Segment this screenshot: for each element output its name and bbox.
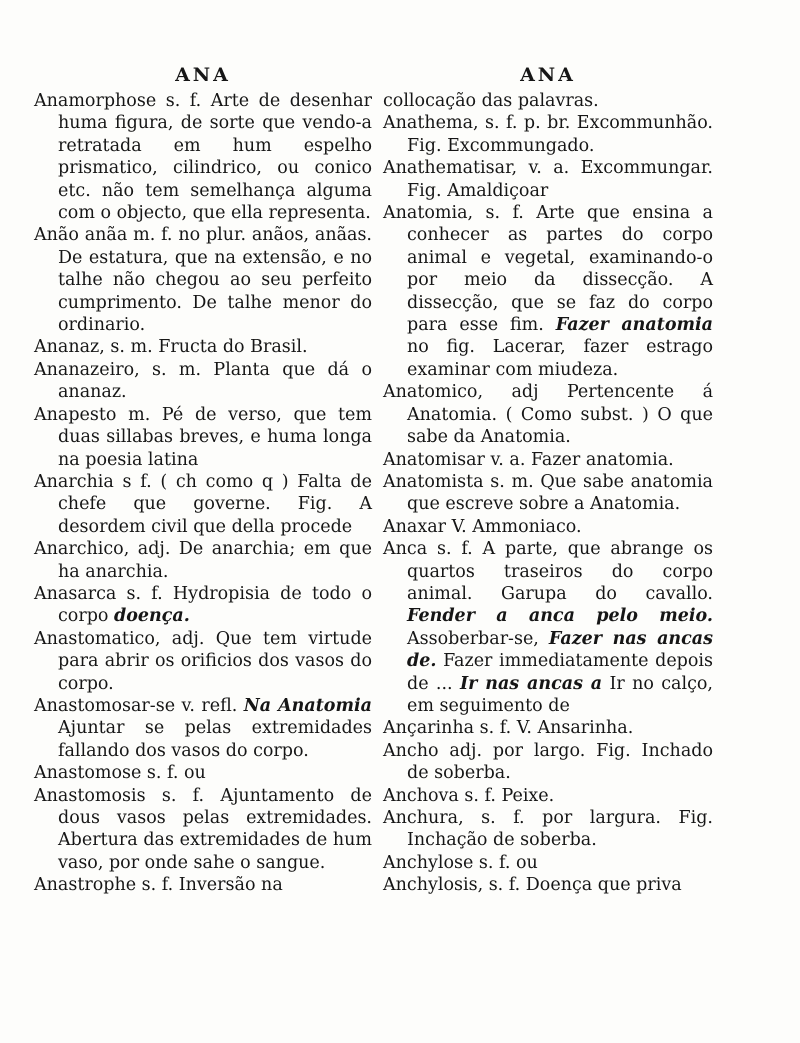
- italic-gloss: Fazer anatomia: [555, 315, 713, 336]
- definition: , adj. De anarchia; em que ha anarchia.: [58, 539, 372, 582]
- entry-ancarinha: [383, 717, 713, 739]
- definition: , s. f. p. br. Excommunhão. Fig. Excommungado.: [407, 113, 713, 156]
- italic-gloss: Na Anatomia: [243, 695, 372, 716]
- definition: s. f. A parte, que abrange os quartos traseiros do corpo animal. Garupa do cavallo.: [407, 539, 713, 604]
- entry-anca: [383, 538, 713, 717]
- entry-anathema: [383, 112, 713, 157]
- entry-anchylose: [383, 852, 713, 874]
- entry-anchylosis: [383, 874, 713, 896]
- definition: s. m. Que sabe anatomia que escreve sobre a Anatomia.: [407, 471, 713, 515]
- definition: m. Pé de verso, que tem duas sillabas breves, e huma longa na poesia latina: [58, 404, 372, 470]
- definition: collocação das palavras.: [383, 91, 599, 111]
- headword: Anastomosis: [34, 785, 146, 806]
- entry-ancho: [383, 740, 713, 785]
- right-column: [383, 60, 713, 897]
- entry-anastomose: [34, 762, 372, 784]
- italic-gloss: Ir nas ancas a: [459, 673, 603, 694]
- definition: anãa m. f. no plur. anãos, anãas. De estatura, que na extensão, e no talhe não chegou ao seu perfeito cumprimento. De talhe menor do ordinario.: [58, 225, 372, 336]
- definition: v. a. Fazer anatomia.: [484, 449, 674, 470]
- italic-gloss: Fazer nas ancas de.: [407, 628, 713, 672]
- definition-continued: Ir no calço, em seguimento de: [407, 673, 713, 716]
- entry-anatomista: [383, 471, 713, 516]
- headword: Anastomatico: [34, 628, 155, 649]
- headword: Ananazeiro: [34, 359, 135, 380]
- headword: Anathema: [383, 113, 474, 134]
- definition: s. f. ou: [141, 763, 206, 784]
- definition: , adj Pertencente á Anatomia. ( Como subst. ) O que sabe da Anatomia.: [407, 382, 713, 448]
- definition-continued: Fazer immediatamente depois de ...: [407, 651, 713, 694]
- definition: s. f. Hydropisia de todo o corpo: [58, 583, 372, 627]
- headword: Anão: [34, 225, 79, 246]
- entry-anaxar: [383, 516, 713, 538]
- headword: Anatomista: [383, 471, 484, 492]
- definition: s. f. ou: [473, 852, 538, 873]
- entry-anathematisar: [383, 157, 713, 202]
- definition: s. f. V. Ansarinha.: [474, 718, 634, 739]
- entry-continuation: [383, 90, 713, 112]
- headword: Anastomose: [34, 763, 142, 784]
- entry-anatomico: [383, 381, 713, 448]
- definition: s. f. Ajuntamento de dous vasos pelas extremidades. Abertura das extremidades de hum vaso, por onde sahe o sangue.: [58, 785, 372, 873]
- headword: Anchova: [383, 785, 459, 806]
- entry-anatomia: [383, 202, 713, 381]
- definition: adj. por largo. Fig. Inchado de soberba.: [407, 740, 713, 784]
- entry-anasarca: [34, 583, 372, 628]
- definition-continued: no fig. Lacerar, fazer estrago examinar com miudeza.: [407, 337, 713, 380]
- headword: Anathematisar: [383, 158, 512, 179]
- entry-ananaz: [34, 336, 372, 358]
- italic-gloss: doença.: [114, 606, 190, 627]
- left-column: [34, 60, 372, 897]
- entry-anastrophe: [34, 874, 372, 896]
- italic-gloss: Fender a anca pelo meio.: [407, 606, 713, 627]
- headword: Anastomosar-se: [34, 695, 176, 716]
- entry-anchura: [383, 807, 713, 852]
- definition: s. f. Inversão na: [136, 875, 283, 896]
- definition: , s. m. Planta que dá o ananaz.: [58, 359, 372, 403]
- entry-ananazeiro: [34, 359, 372, 404]
- headword: Anarchia: [34, 471, 114, 492]
- entry-anatomisar: [383, 449, 713, 471]
- definition: , s. m. Fructa do Brasil.: [99, 337, 308, 358]
- headword: Anca: [383, 539, 428, 560]
- headword: Anatomico: [383, 382, 478, 403]
- entry-anastomatico: [34, 628, 372, 695]
- headword: Ançarinha: [383, 718, 475, 739]
- headword: Anapesto: [34, 404, 117, 425]
- headword: Anasarca: [34, 583, 117, 604]
- definition: , s. f. Doença que priva: [477, 875, 682, 896]
- definition: , adj. Que tem virtude para abrir os orificios dos vasos do corpo.: [58, 628, 372, 694]
- definition-continued: Assoberbar-se,: [407, 628, 549, 649]
- definition: , s. f. por largura. Fig. Inchação de soberba.: [407, 808, 713, 851]
- column-header-right: ANA: [520, 64, 576, 86]
- entry-anarchia: [34, 471, 372, 538]
- entry-anarchico: [34, 538, 372, 583]
- entry-anchova: [383, 785, 713, 807]
- headword: Anchylose: [383, 852, 474, 873]
- headword: Anarchico: [34, 539, 124, 560]
- definition: V. Ammoniaco.: [446, 516, 582, 537]
- headword: Anatomisar: [383, 449, 485, 470]
- headword: Ancho: [383, 740, 439, 761]
- entry-anamorphose: [34, 90, 372, 224]
- entry-anastomosis: [34, 785, 372, 875]
- definition-continued: Ajuntar se pelas extremidades fallando dos vasos do corpo.: [58, 718, 372, 761]
- definition: s. f. Arte de desenhar huma figura, de sorte que vendo-a retratada em hum espelho prismatico, cilindrico, ou conico etc. não tem semelhança alguma com o objecto, que ella representa.: [58, 91, 372, 224]
- entry-anastomosar-se: [34, 695, 372, 762]
- definition: , s. f. Arte que ensina a conhecer as partes do corpo animal e vegetal, examinando-o por meio da dissecção. A dissecção, que se faz do corpo para esse fim.: [407, 203, 713, 336]
- definition: v. refl.: [175, 695, 244, 716]
- headword: Anamorphose: [34, 91, 157, 111]
- entry-anao: [34, 224, 372, 336]
- headword: Anastrophe: [34, 875, 137, 896]
- definition: , v. a. Excommungar. Fig. Amaldiçoar: [407, 158, 713, 201]
- headword: Anchura: [383, 808, 459, 828]
- headword: Anaxar: [383, 516, 447, 537]
- column-header-left: ANA: [175, 64, 231, 86]
- headword: Ananaz: [34, 337, 100, 358]
- entry-anapesto: [34, 404, 372, 471]
- headword: Anchylosis: [383, 875, 478, 896]
- definition: s f. ( ch como q ) Falta de chefe que governe. Fig. A desordem civil que della procede: [58, 471, 372, 537]
- headword: Anatomia: [383, 203, 468, 224]
- definition: s. f. Peixe.: [458, 785, 555, 806]
